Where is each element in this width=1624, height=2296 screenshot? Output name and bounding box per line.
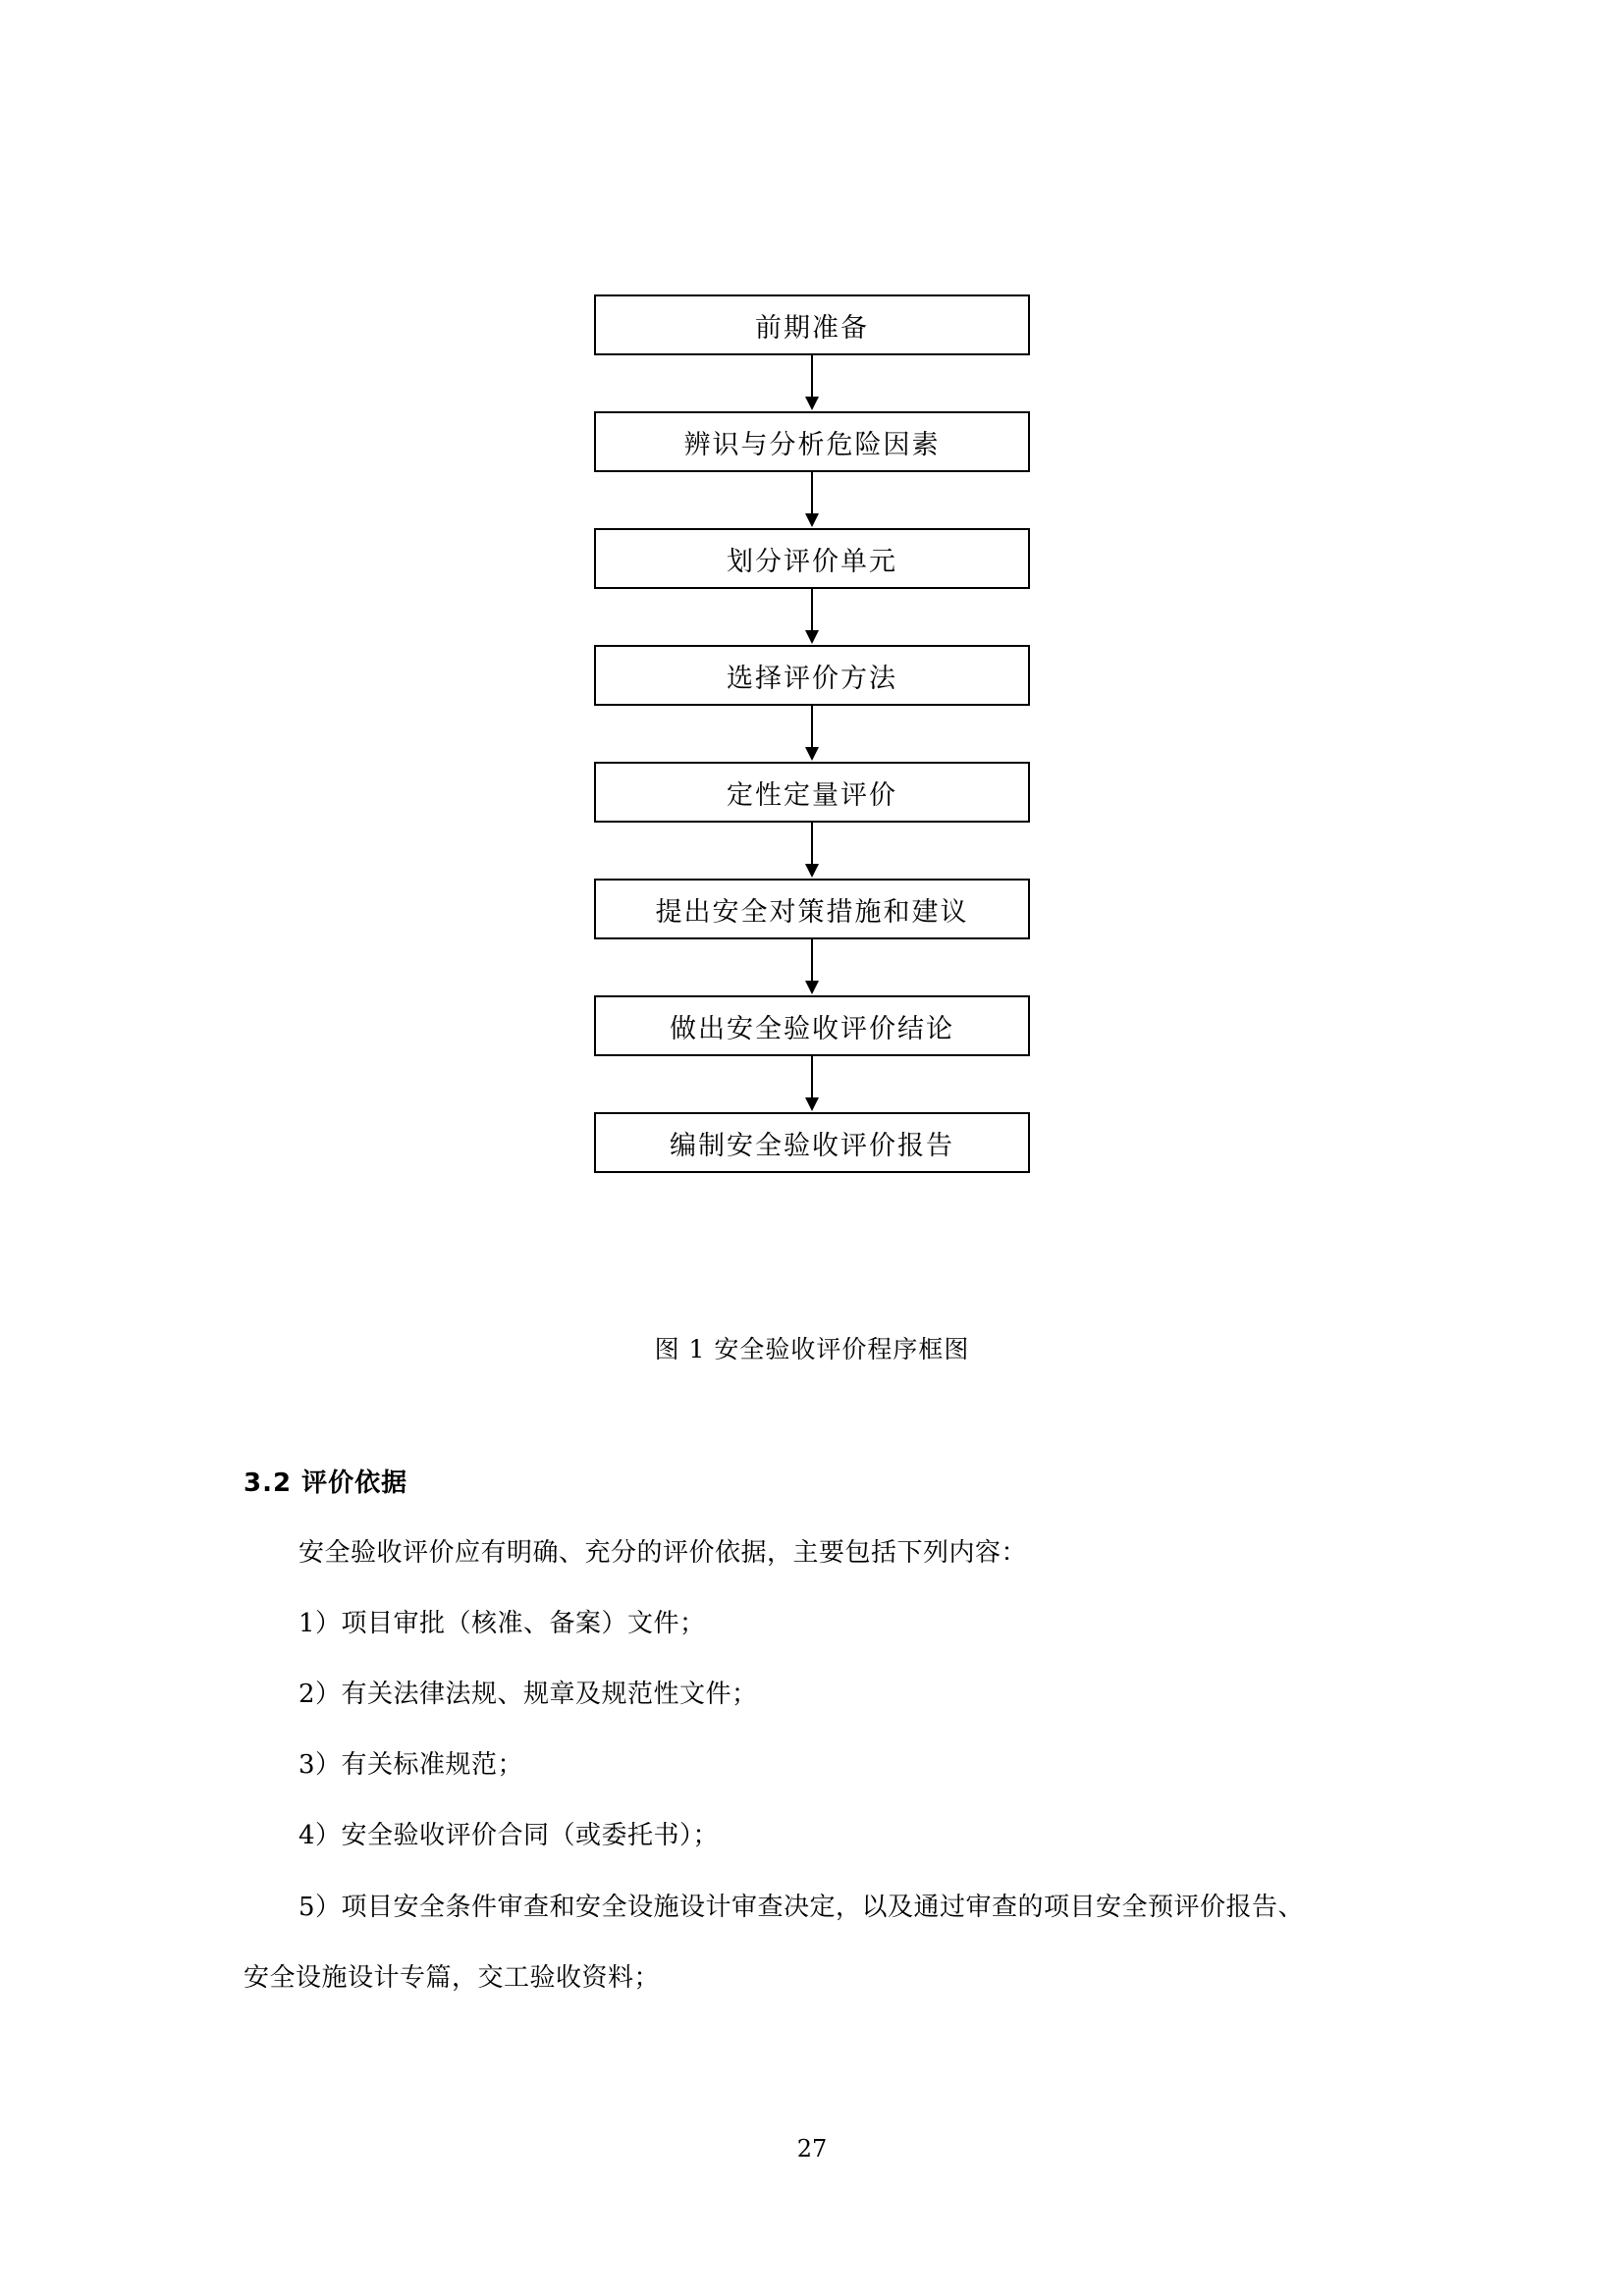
list-item: 1）项目审批（核准、备案）文件； (298, 1609, 706, 1639)
flow-step-box: 辨识与分析危险因素 (594, 411, 1030, 472)
flow-step-box: 前期准备 (594, 294, 1030, 355)
arrow-head (805, 981, 819, 994)
arrow-shaft (811, 589, 813, 634)
page-number: 27 (796, 2135, 828, 2163)
flow-step-row (0, 645, 1624, 706)
flow-step-row (0, 879, 1624, 939)
arrow-head (805, 1097, 819, 1111)
list-item: 3）有关标准规范； (298, 1750, 524, 1781)
flow-arrow-icon (0, 472, 1624, 528)
flow-step-row (0, 528, 1624, 589)
arrow-shaft (811, 706, 813, 751)
flowchart-diagram (0, 294, 1624, 1173)
figure-caption: 图 1 安全验收评价程序框图 (654, 1335, 970, 1363)
arrow-head (805, 630, 819, 644)
flow-step-row (0, 1112, 1624, 1173)
flow-step-box: 选择评价方法 (594, 645, 1030, 706)
arrow-shaft (811, 823, 813, 868)
arrow-shaft (811, 939, 813, 985)
list-item: 4）安全验收评价合同（或委托书）； (298, 1821, 720, 1851)
flow-arrow-icon (0, 589, 1624, 645)
arrow-shaft (811, 1056, 813, 1101)
body-text (244, 1463, 1392, 2028)
arrow-head (805, 397, 819, 410)
list-item: 2）有关法律法规、规章及规范性文件； (298, 1680, 758, 1710)
flow-step-row (0, 995, 1624, 1056)
section-heading: 3.2 评价依据 (244, 1468, 408, 1498)
arrow-head (805, 864, 819, 878)
flow-arrow-icon (0, 1056, 1624, 1112)
arrow-shaft (811, 355, 813, 400)
list-item-continuation: 安全设施设计专篇，交工验收资料； (244, 1962, 661, 1993)
arrow-shaft (811, 472, 813, 517)
flow-step-box: 做出安全验收评价结论 (594, 995, 1030, 1056)
flow-step-row (0, 411, 1624, 472)
arrow-head (805, 747, 819, 761)
flow-arrow-icon (0, 355, 1624, 411)
flow-step-row (0, 294, 1624, 355)
arrow-head (805, 513, 819, 527)
paragraph-intro: 安全验收评价应有明确、充分的评价依据，主要包括下列内容： (298, 1538, 1028, 1568)
flow-arrow-icon (0, 706, 1624, 762)
flow-step-box: 定性定量评价 (594, 762, 1030, 823)
flow-step-box: 划分评价单元 (594, 528, 1030, 589)
flow-arrow-icon (0, 823, 1624, 879)
flow-arrow-icon (0, 939, 1624, 995)
flow-step-row (0, 762, 1624, 823)
flow-step-box: 提出安全对策措施和建议 (594, 879, 1030, 939)
flow-step-box: 编制安全验收评价报告 (594, 1112, 1030, 1173)
list-item: 5）项目安全条件审查和安全设施设计审查决定，以及通过审查的项目安全预评价报告、 (298, 1892, 1305, 1922)
